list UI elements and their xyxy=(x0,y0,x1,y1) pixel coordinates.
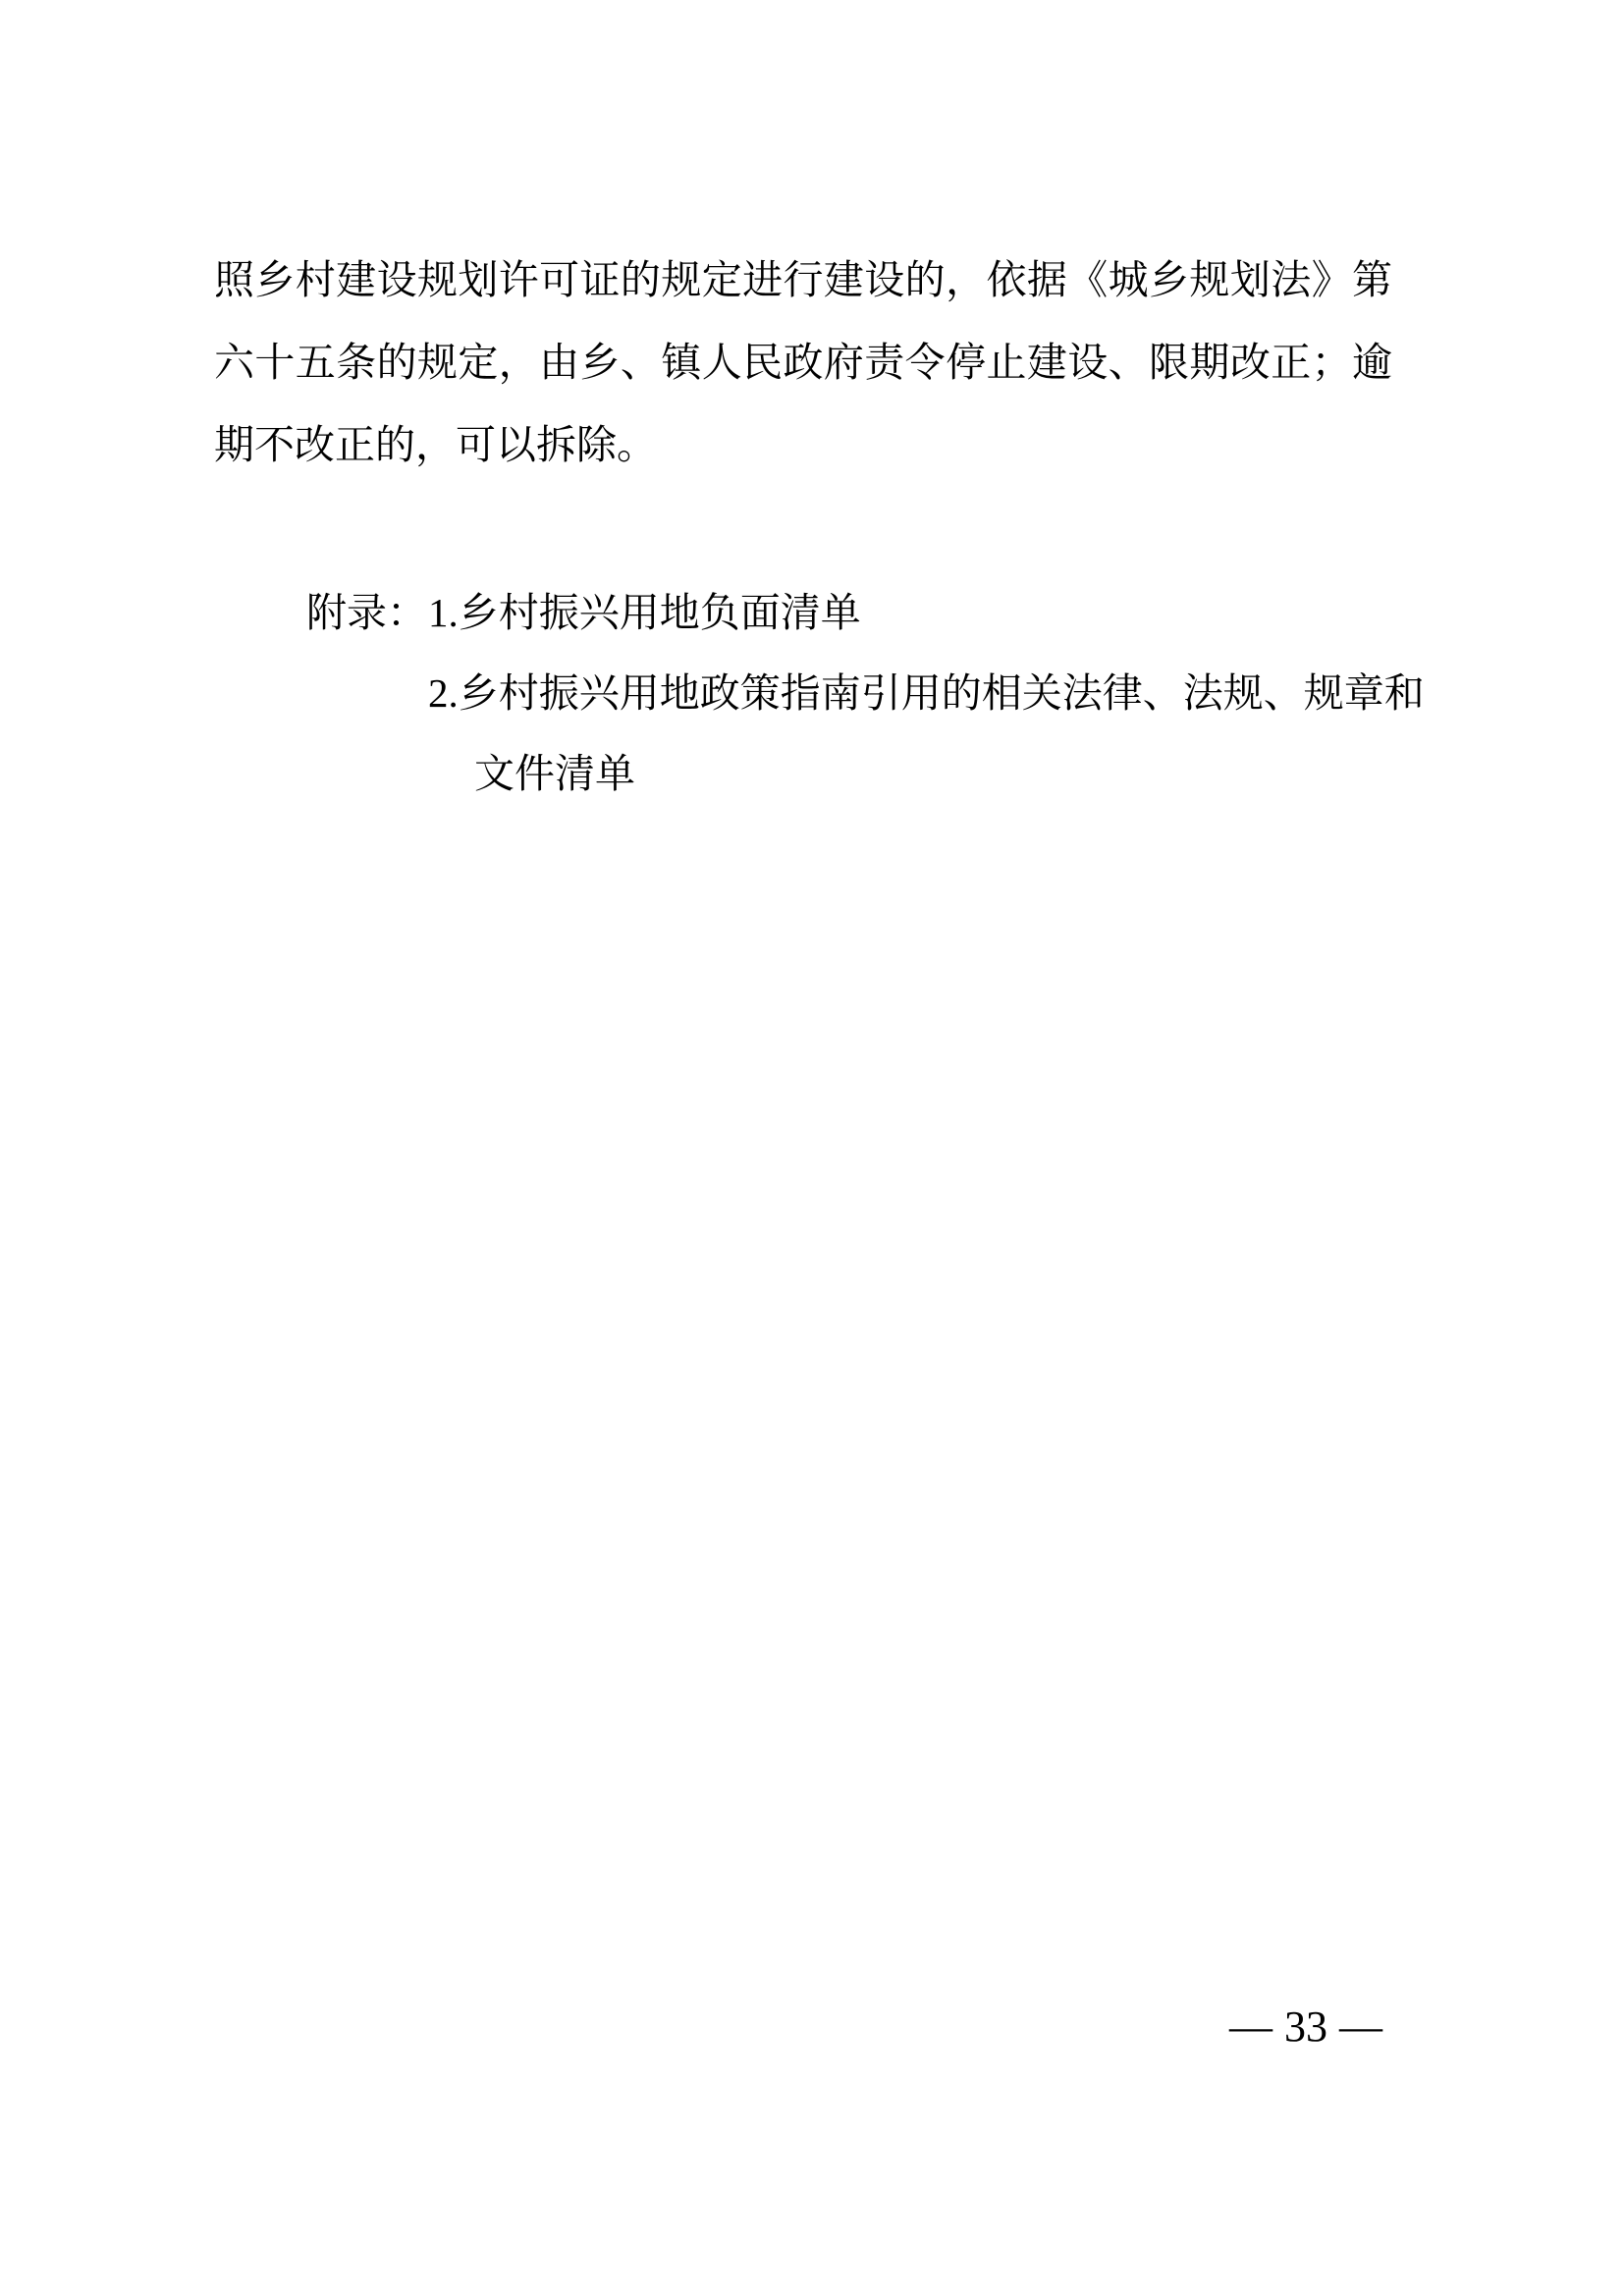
page-number-right-dash: — xyxy=(1339,2002,1382,2051)
appendix-item-1 xyxy=(428,590,861,635)
body-paragraph-line-3: 期不改正的，可以拆除。 xyxy=(214,422,657,467)
appendix-item-2-number: 2. xyxy=(428,670,459,716)
appendix-item-2 xyxy=(428,670,1425,716)
appendix-item-2-continuation: 文件清单 xyxy=(474,751,635,796)
appendix-item-1-number: 1. xyxy=(428,590,459,635)
appendix-item-2-text-line-1: 乡村振兴用地政策指南引用的相关法律、法规、规章和 xyxy=(458,670,1425,716)
body-paragraph-line-2: 六十五条的规定，由乡、镇人民政府责令停止建设、限期改正；逾 xyxy=(214,340,1392,385)
page-number xyxy=(1229,2002,1382,2051)
appendix-item-1-text: 乡村振兴用地负面清单 xyxy=(458,590,861,635)
body-paragraph-line-1: 照乡村建设规划许可证的规定进行建设的，依据《城乡规划法》第 xyxy=(214,257,1392,302)
appendix-label: 附录： xyxy=(306,590,427,635)
page-number-left-dash: — xyxy=(1229,2002,1272,2051)
page-number-value: 33 xyxy=(1284,2002,1327,2051)
